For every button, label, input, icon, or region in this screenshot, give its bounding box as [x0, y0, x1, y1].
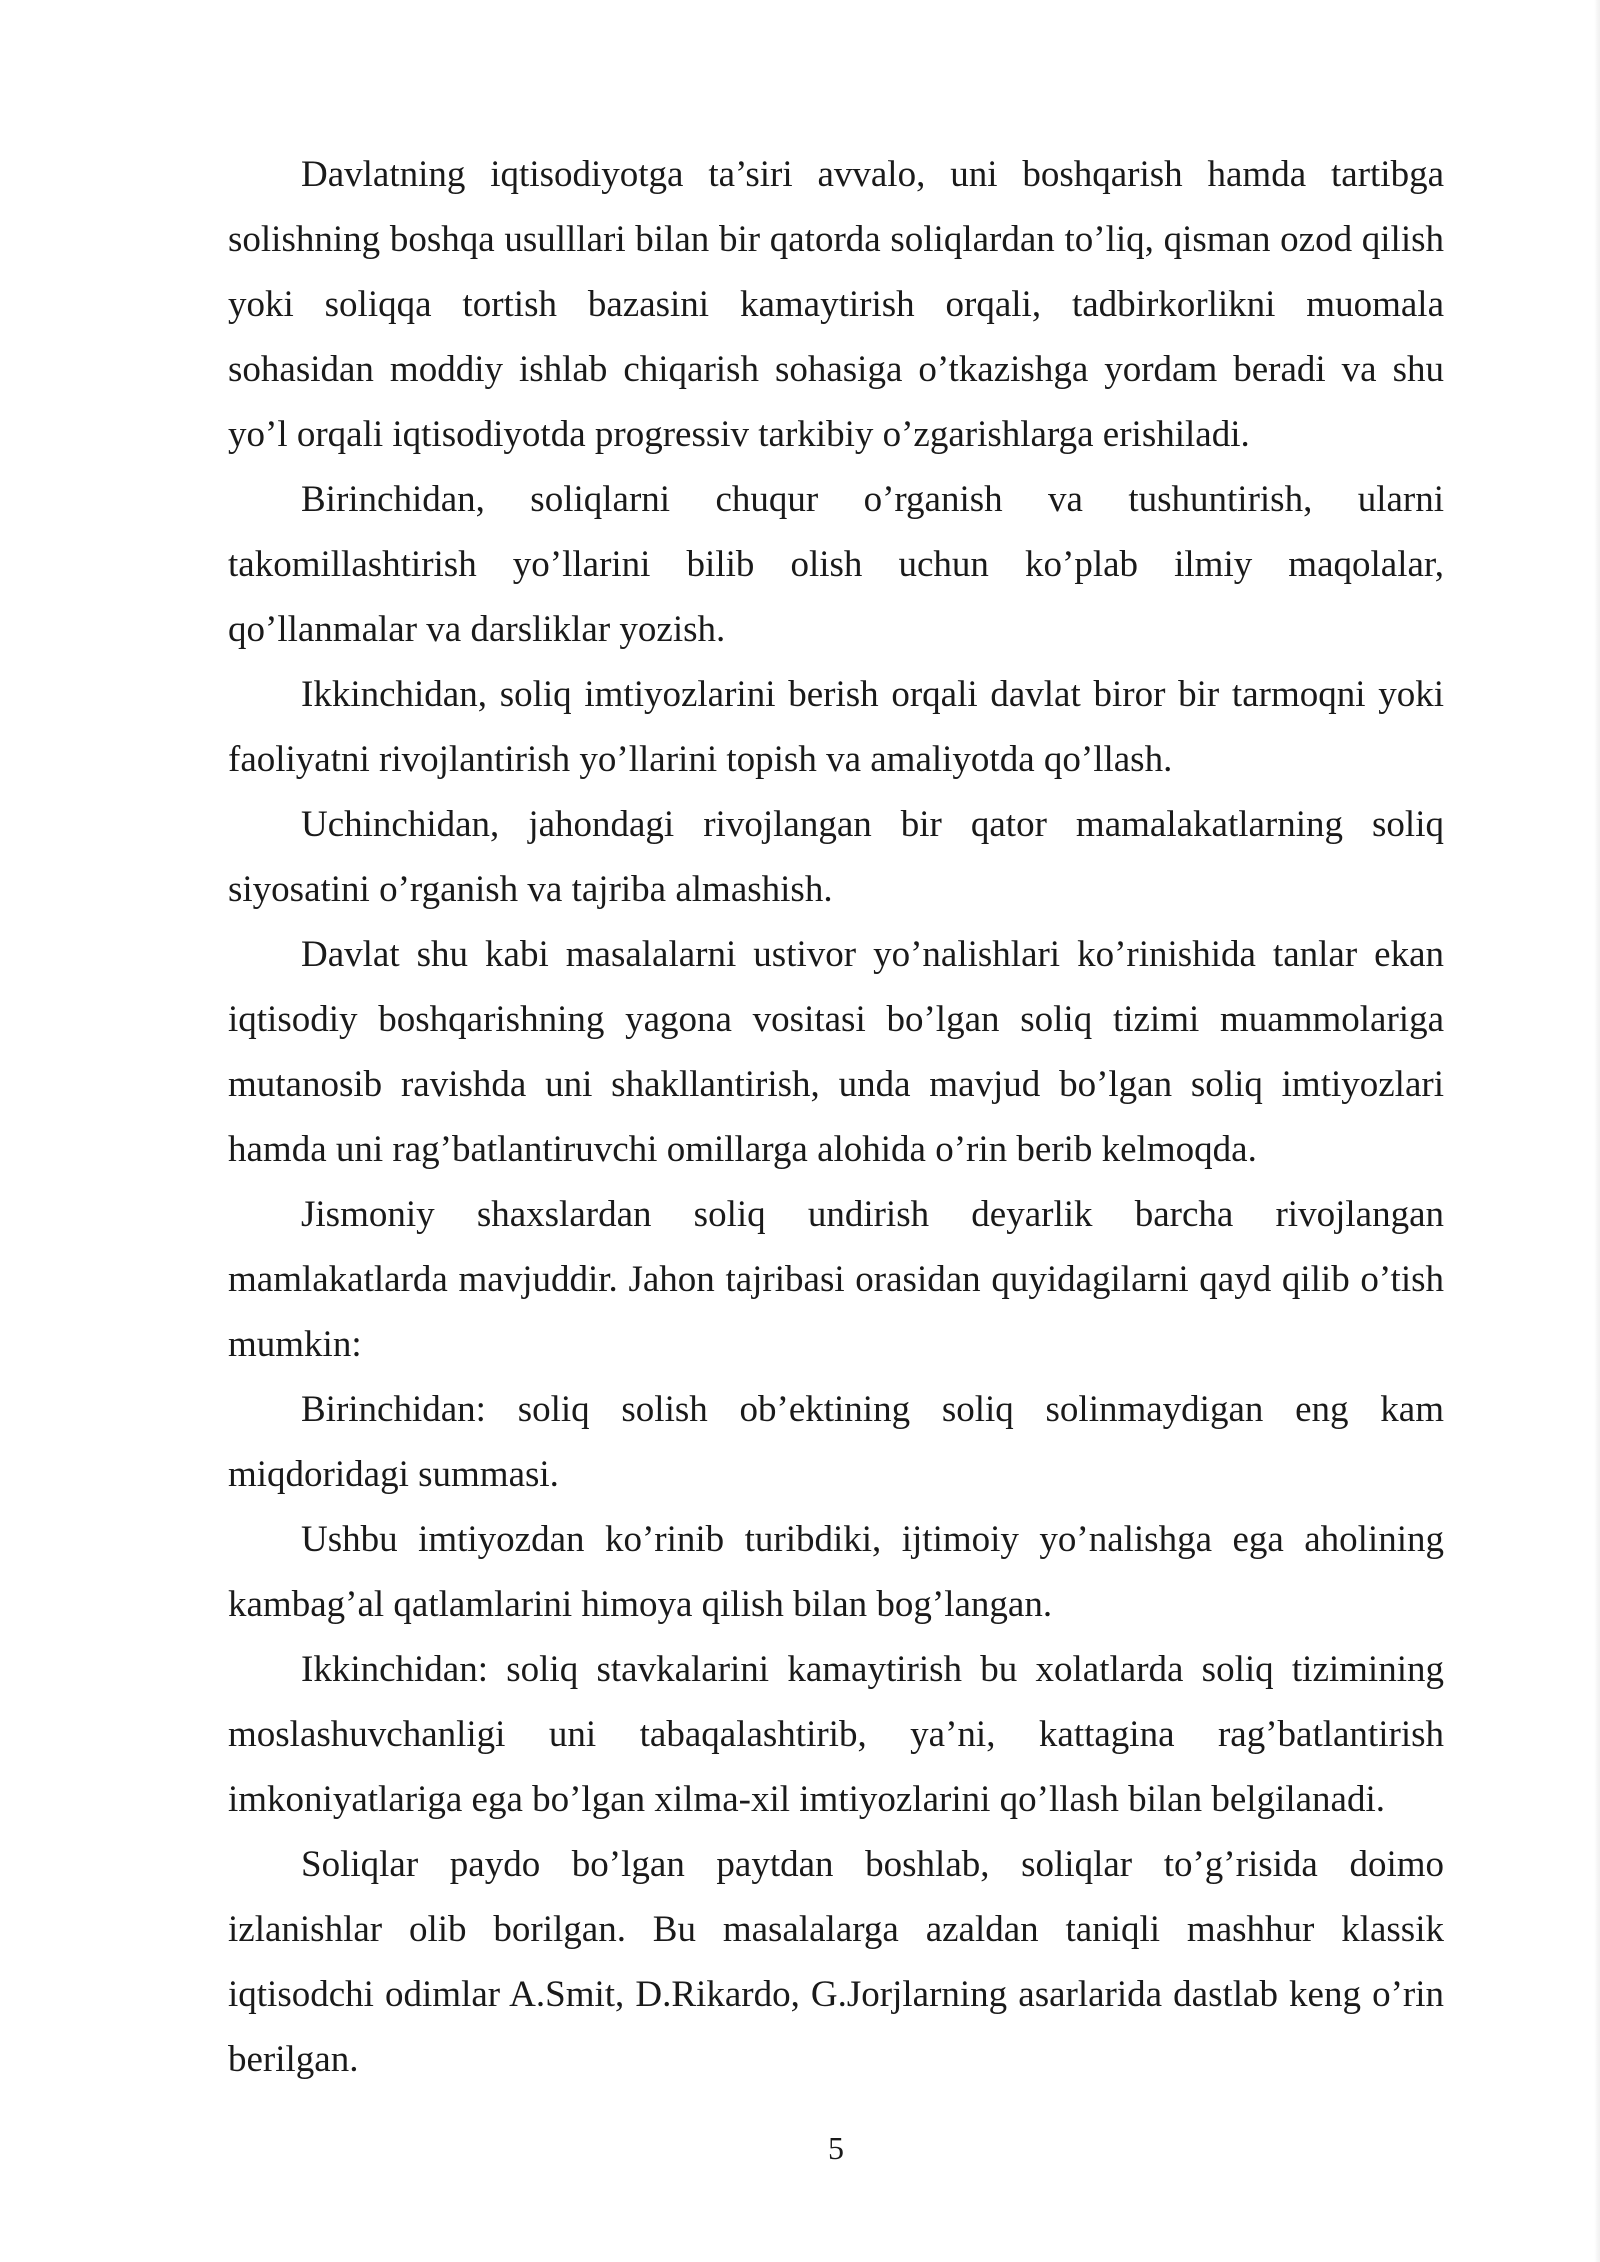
paragraph: Ikkinchidan: soliq stavkalarini kamaytirish bu xolatlarda soliq tizimining moslashuvchanligi uni tabaqalashtirib, ya’ni, kattagina rag’batlantirish imkoniyatlariga ega bo’lgan xilma-xil imtiyozlarini qo’llash bilan belgilanadi.: [228, 1649, 1444, 1820]
paragraph: Birinchidan: soliq solish ob’ektining soliq solinmaydigan eng kam miqdoridagi summasi.: [228, 1389, 1444, 1495]
document-body: [228, 142, 1444, 2092]
paragraph: Jismoniy shaxslardan soliq undirish deyarlik barcha rivojlangan mamlakatlarda mavjuddir. Jahon tajribasi orasidan quyidagilarni qayd qilib o’tish mumkin:: [228, 1194, 1444, 1365]
page-number: 5: [828, 2130, 844, 2166]
paragraph: Davlatning iqtisodiyotga ta’siri avvalo, uni boshqarish hamda tartibga solishning boshqa usulllari bilan bir qatorda soliqlardan to’liq, qisman ozod qilish yoki soliqqa tortish bazasini kamaytirish orqali, tadbirkorlikni muomala sohasidan moddiy ishlab chiqarish sohasiga o’tkazishga yordam beradi va shu yo’l orqali iqtisodiyotda progressiv tarkibiy o’zgarishlarga erishiladi.: [228, 154, 1444, 455]
paragraph: Soliqlar paydo bo’lgan paytdan boshlab, soliqlar to’g’risida doimo izlanishlar olib borilgan. Bu masalalarga azaldan taniqli mashhur klassik iqtisodchi odimlar A.Smit, D.Rikardo, G.Jorjlarning asarlarida dastlab keng o’rin berilgan.: [228, 1844, 1444, 2080]
paragraph: Ikkinchidan, soliq imtiyozlarini berish orqali davlat biror bir tarmoqni yoki faoliyatni rivojlantirish yo’llarini topish va amaliyotda qo’llash.: [228, 674, 1444, 780]
paragraph: Davlat shu kabi masalalarni ustivor yo’nalishlari ko’rinishida tanlar ekan iqtisodiy boshqarishning yagona vositasi bo’lgan soliq tizimi muammolariga mutanosib ravishda uni shakllantirish, unda mavjud bo’lgan soliq imtiyozlari hamda uni rag’batlantiruvchi omillarga alohida o’rin berib kelmoqda.: [228, 934, 1444, 1170]
paragraph: Uchinchidan, jahondagi rivojlangan bir qator mamalakatlarning soliq siyosatini o’rganish va tajriba almashish.: [228, 804, 1444, 910]
page-edge-shadow: [1594, 0, 1600, 2262]
paragraph: Birinchidan, soliqlarni chuqur o’rganish va tushuntirish, ularni takomillashtirish yo’llarini bilib olish uchun ko’plab ilmiy maqolalar, qo’llanmalar va darsliklar yozish.: [228, 479, 1444, 650]
paragraph: Ushbu imtiyozdan ko’rinib turibdiki, ijtimoiy yo’nalishga ega aholining kambag’al qatlamlarini himoya qilish bilan bog’langan.: [228, 1519, 1444, 1625]
